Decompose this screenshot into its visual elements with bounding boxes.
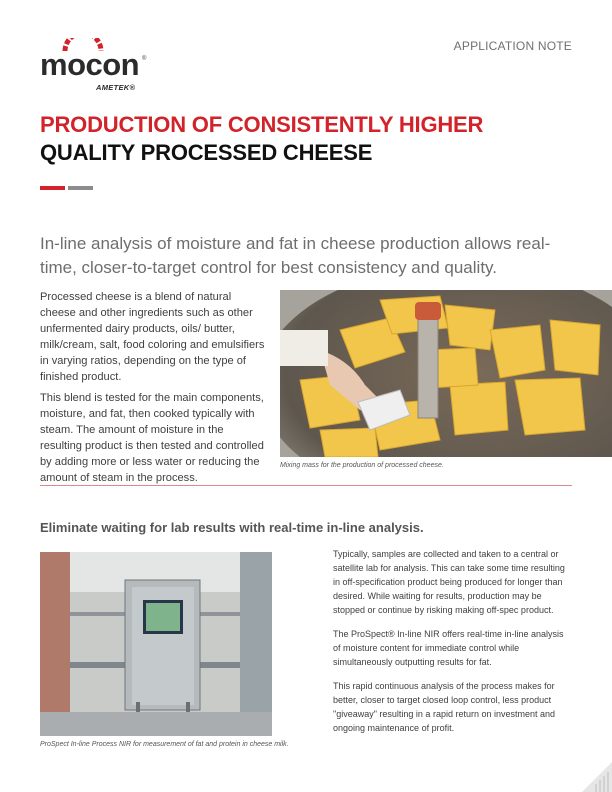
document-type-label: APPLICATION NOTE <box>453 39 572 53</box>
section2-body <box>333 547 573 745</box>
page-title-line-1: PRODUCTION OF CONSISTENTLY HIGHER <box>40 112 484 137</box>
photo2-caption: ProSpect In-line Process NIR for measurement of fat and protein in cheese milk. <box>40 741 289 748</box>
title-accent-bar-red <box>40 186 65 190</box>
section1-body <box>40 289 266 491</box>
logo-wordmark: mocon <box>40 47 140 82</box>
prospect-analyzer-photo <box>40 552 272 736</box>
section2-heading: Eliminate waiting for lab results with real-time in-line analysis. <box>40 520 424 535</box>
page-corner-graphic <box>572 762 612 792</box>
section1-paragraph: Processed cheese is a blend of natural cheese and other ingredients such as other unfermented dairy products, oils/ butter, milk/cream, salt, food coloring and emulsifiers in varying ratios, depending on the type of finished product. <box>40 291 265 383</box>
section2-paragraph: The ProSpect® In-line NIR offers real-time in-line analysis of moisture content for immediate control while simultaneously outputting results for fat. <box>333 629 564 667</box>
page-title-line-2: QUALITY PROCESSED CHEESE <box>40 140 373 165</box>
mocon-logo <box>40 38 150 94</box>
cheese-mixing-photo <box>280 290 612 457</box>
title-accent-bar-gray <box>68 186 93 190</box>
logo-parent-company: AMETEK® <box>96 83 136 92</box>
section2-paragraph: This rapid continuous analysis of the process makes for better, closer to target closed loop control, less product "giveaway" resulting in a rapid return on investment and ongoing maintenance of profit. <box>333 681 556 733</box>
section2-paragraph: Typically, samples are collected and taken to a central or satellite lab for analysis. This can take some time resulting in off-specification product being produced for longer than desired. While waiting for results, production may be stopped or continue by risking making off-spec product. <box>333 549 565 615</box>
intro-paragraph: In-line analysis of moisture and fat in cheese production allows real-time, closer-to-target control for best consistency and quality. <box>40 234 551 277</box>
section1-paragraph: This blend is tested for the main components, moisture, and fat, then cooked typically with steam. The amount of moisture in the resulting product is then tested and controlled by adding more or less water or reducing the amount of steam in the process. <box>40 392 264 484</box>
photo1-caption: Mixing mass for the production of processed cheese. <box>280 462 444 469</box>
section-divider <box>40 485 572 486</box>
logo-registered-mark: ® <box>142 56 147 62</box>
